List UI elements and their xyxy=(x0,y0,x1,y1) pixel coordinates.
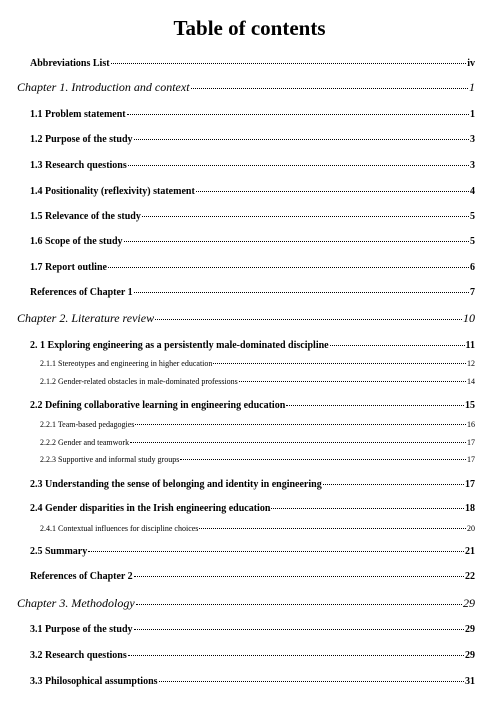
toc-entry[interactable] xyxy=(40,455,475,464)
toc-entry-title: 2.1.2 Gender-related obstacles in male-dominated professions xyxy=(40,377,238,386)
toc-entry-title: Chapter 1. Introduction and context xyxy=(17,80,190,94)
toc-entry[interactable] xyxy=(30,546,475,557)
toc-entry-page-number: 17 xyxy=(467,455,475,464)
toc-entry[interactable] xyxy=(30,479,475,490)
toc-entry[interactable] xyxy=(30,340,475,351)
toc-entry-page-number: 3 xyxy=(470,134,475,145)
dot-leader xyxy=(196,191,469,192)
toc-entry-title: Chapter 2. Literature review xyxy=(17,311,155,325)
toc-entry-title: 2.5 Summary xyxy=(30,546,88,557)
toc-entry[interactable] xyxy=(30,400,475,411)
toc-entry-title: 2.2.2 Gender and teamwork xyxy=(40,438,130,447)
dot-leader xyxy=(180,459,466,460)
toc-entry-page-number: 29 xyxy=(463,596,475,610)
dot-leader xyxy=(239,381,466,382)
toc-entry-page-number: 21 xyxy=(465,546,475,557)
toc-entry[interactable] xyxy=(30,571,475,582)
toc-entry[interactable] xyxy=(30,109,475,120)
dot-leader xyxy=(134,629,464,630)
toc-entry-title: 2.2.3 Supportive and informal study groups xyxy=(40,455,180,464)
dot-leader xyxy=(159,681,464,682)
dot-leader xyxy=(286,405,464,406)
dot-leader xyxy=(111,63,467,64)
toc-entry-title: 2.2.1 Team-based pedagogies xyxy=(40,420,135,429)
toc-entry-page-number: 11 xyxy=(465,340,475,351)
dot-leader xyxy=(130,442,466,443)
toc-entry[interactable] xyxy=(30,676,475,687)
toc-entry-title: 1.7 Report outline xyxy=(30,262,107,273)
toc-entry-page-number: 18 xyxy=(465,503,475,514)
toc-entry[interactable] xyxy=(40,359,475,368)
toc-entry-page-number: 7 xyxy=(470,287,475,298)
toc-entry-page-number: 6 xyxy=(470,262,475,273)
toc-entry-page-number: 14 xyxy=(467,377,475,386)
dot-leader xyxy=(134,292,469,293)
toc-entry[interactable] xyxy=(40,377,475,386)
toc-entry-title: 1.5 Relevance of the study xyxy=(30,211,141,222)
toc-entry-page-number: 29 xyxy=(465,624,475,635)
toc-entry-page-number: 5 xyxy=(470,211,475,222)
toc-entry[interactable] xyxy=(30,624,475,635)
toc-entry[interactable] xyxy=(30,236,475,247)
toc-chapter-entry[interactable] xyxy=(17,80,475,95)
toc-entry-page-number: 22 xyxy=(465,571,475,582)
dot-leader xyxy=(136,604,462,605)
toc-entry-page-number: 5 xyxy=(470,236,475,247)
toc-entry-title: 1.3 Research questions xyxy=(30,160,127,171)
dot-leader xyxy=(142,216,469,217)
toc-entry[interactable] xyxy=(40,438,475,447)
toc-entry-title: 3.3 Philosophical assumptions xyxy=(30,676,158,687)
dot-leader xyxy=(124,241,469,242)
dot-leader xyxy=(155,319,462,320)
toc-entry[interactable] xyxy=(30,58,475,69)
toc-entry[interactable] xyxy=(30,134,475,145)
toc-chapter-entry[interactable] xyxy=(17,311,475,326)
toc-entry-title: Chapter 3. Methodology xyxy=(17,596,135,610)
dot-leader xyxy=(128,165,469,166)
toc-entry[interactable] xyxy=(30,211,475,222)
dot-leader xyxy=(199,528,466,529)
toc-entry-page-number: 4 xyxy=(470,186,475,197)
toc-entry-page-number: 1 xyxy=(469,80,475,94)
toc-entry[interactable] xyxy=(30,186,475,197)
dot-leader xyxy=(134,139,469,140)
toc-entry-title: 3.1 Purpose of the study xyxy=(30,624,133,635)
toc-entry-title: 1.2 Purpose of the study xyxy=(30,134,133,145)
toc-entry-page-number: 3 xyxy=(470,160,475,171)
dot-leader xyxy=(213,363,466,364)
dot-leader xyxy=(108,267,469,268)
toc-entry-title: 2.2 Defining collaborative learning in engineering education xyxy=(30,400,286,411)
toc-entry[interactable] xyxy=(30,262,475,273)
toc-entry-page-number: 20 xyxy=(467,524,475,533)
toc-entry[interactable] xyxy=(30,287,475,298)
toc-entry-page-number: 16 xyxy=(467,420,475,429)
toc-entry[interactable] xyxy=(30,503,475,514)
dot-leader xyxy=(191,88,468,89)
toc-entry-title: 1.6 Scope of the study xyxy=(30,236,123,247)
toc-entry-title: 2.4.1 Contextual influences for discipline choices xyxy=(40,524,199,533)
toc-entry-title: 3.2 Research questions xyxy=(30,650,127,661)
toc-entry-page-number: 31 xyxy=(465,676,475,687)
toc-entry-page-number: 10 xyxy=(463,311,475,325)
toc-entry-title: 1.4 Positionality (reflexivity) statement xyxy=(30,186,195,197)
toc-entry-page-number: 12 xyxy=(467,359,475,368)
toc-entry-page-number: 17 xyxy=(467,438,475,447)
toc-entry-title: References of Chapter 1 xyxy=(30,287,133,298)
dot-leader xyxy=(127,114,469,115)
toc-entry[interactable] xyxy=(40,524,475,533)
toc-entry-title: 2.4 Gender disparities in the Irish engineering education xyxy=(30,503,271,514)
dot-leader xyxy=(271,508,464,509)
toc-chapter-entry[interactable] xyxy=(17,596,475,611)
toc-entry-title: References of Chapter 2 xyxy=(30,571,133,582)
toc-entry-page-number: 1 xyxy=(470,109,475,120)
dot-leader xyxy=(88,551,464,552)
page-title: Table of contents xyxy=(173,16,326,40)
toc-entry-title: 2. 1 Exploring engineering as a persistently male-dominated discipline xyxy=(30,340,329,351)
dot-leader xyxy=(135,424,466,425)
toc-entry-title: Abbreviations List xyxy=(30,58,110,69)
toc-entry-page-number: 15 xyxy=(465,400,475,411)
dot-leader xyxy=(128,655,464,656)
dot-leader xyxy=(134,576,464,577)
toc-entry[interactable] xyxy=(40,420,475,429)
toc-entry-title: 2.1.1 Stereotypes and engineering in higher education xyxy=(40,359,213,368)
toc-entry[interactable] xyxy=(30,650,475,661)
toc-entry-page-number: 17 xyxy=(465,479,475,490)
dot-leader xyxy=(323,484,464,485)
toc-entry[interactable] xyxy=(30,160,475,171)
dot-leader xyxy=(330,345,465,346)
toc-entry-page-number: iv xyxy=(467,58,475,69)
toc-entry-title: 1.1 Problem statement xyxy=(30,109,126,120)
toc-entry-page-number: 29 xyxy=(465,650,475,661)
toc-entry-title: 2.3 Understanding the sense of belonging and identity in engineering xyxy=(30,479,322,490)
